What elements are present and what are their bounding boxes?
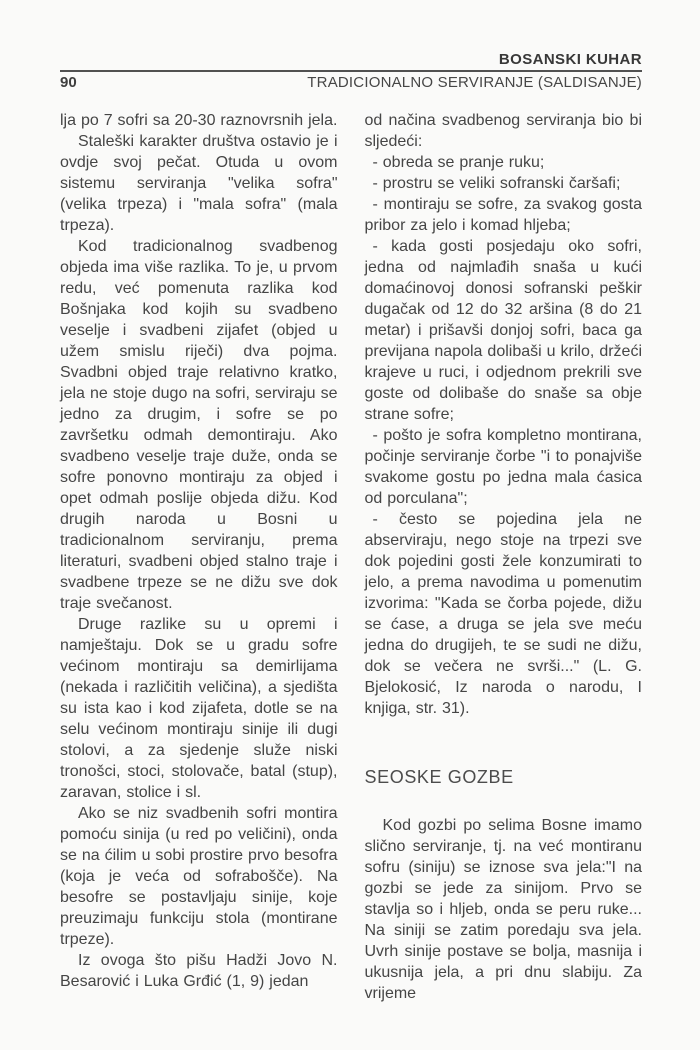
left-column [60,110,338,1004]
paragraph-continuation: od načina svadbenog serviranja bio bi sljedeći: [364,112,642,150]
section-heading: SEOSKE GOZBE [364,767,514,787]
book-title: BOSANSKI KUHAR [498,51,642,68]
paragraph: Kod gozbi po selima Bosne imamo slično serviranje, tj. na već montiranu sofru (siniju) se iznose sva jela:"I na gozbi se jede za sinijom. Prvo se stavlja so i hljeb, onda se peru ruke... Na siniji se zatim poredaju sva jela. Uvrh sinije postave se bolja, masnija i ukusnija jela, a pri dnu slabiju. Za vrijeme [364,817,642,1002]
list-item: - montiraju se sofre, za svakog gosta pribor za jelo i komad hljeba; [364,196,642,234]
paragraph: Staleški karakter društva ostavio je i ovdje svoj pečat. Otuda u ovom sistemu serviranja "velika sofra" (velika trpeza) i "mala sofra" (mala trpeza). [60,133,338,234]
list-item: - kada gosti posjedaju oko sofri, jedna od najmlađih snaša u kući domaćinovoj donosi sofranski peškir dugačak od 12 do 32 aršina (8 do 21 metar) i prišavši donjoj sofri, baca ga previjana napola dolibaši u krilo, držeći krajeve u ruci, i odjednom prekrili sve goste od dolibaše do snaše sa obje strane sofre; [364,238,642,423]
list-item: - obreda se pranje ruku; [372,154,545,171]
header-rule [60,70,642,72]
right-column [365,110,643,1004]
page-header [60,52,642,91]
list-item: - prostru se veliki sofranski čaršafi; [372,175,621,192]
paragraph: Druge razlike su u opremi i namještaju. Dok se u gradu sofre većinom montiraju sa demirlijama (nekada i različitih veličina), a sjedišta su ista kao i kod zijafeta, dotle se na selu većinom montiraju sinije ili dugi stolovi, a za sjedenje služe niski tronošci, stoci, stolovače, batal (stup), zaravan, stolice i sl. [60,616,338,801]
paragraph: Iz ovoga što pišu Hadži Jovo N. Besarović i Luka Grđić (1, 9) jedan [60,952,338,990]
paragraph-continuation: lja po 7 sofri sa 20-30 raznovrsnih jela. [60,112,338,129]
header-row [60,74,642,91]
page-number: 90 [60,74,77,91]
paragraph: Kod tradicionalnog svadbenog objeda ima više razlika. To je, u prvom redu, već pomenuta razlika kod Bošnjaka kod kojih su svadbeno veselje i svadbeni zijafet (objed u užem smislu riječi) dva pojma. Svadbni objed traje relativno kratko, jela ne stoje dugo na sofri, serviraju se jedno za drugim, i sofre se po završetku odmah demontiraju. Ako svadbeno veselje traje duže, onda se sofre ponovno montiraju za objed i opet odmah poslije objeda dižu. Kod drugih naroda u Bosni u tradicionalnom serviranju, prema literaturi, svadbeni objed stalno traje i svadbene trpeze se ne dižu sve dok traje svečanost. [60,238,338,612]
list-item: - pošto je sofra kompletno montirana, počinje serviranje čorbe "i to ponajviše svakome gostu po jedna mala ćasica od porculana"; [364,427,642,507]
paragraph: Ako se niz svadbenih sofri montira pomoću sinija (u red po veličini), onda se na ćilim u sobi prostire prvo besofra (koja je veća od sofrabošče). Na besofre se postavljaju sinije, koje preuzimaju funkciju stola (montirane trpeze). [60,805,338,948]
chapter-title: TRADICIONALNO SERVIRANJE (SALDISANJE) [307,74,642,91]
list-item: - često se pojedina jela ne abserviraju, nego stoje na trpezi sve dok pojedini gosti žele konzumirati to jelo, a prema navodima u pomenutim izvorima: "Kada se čorba pojede, dižu se ćase, a druga se jela sve meću jedna do drugijeh, te se sudi ne dižu, dok se večera ne svrši..." (L. G. Bjelokosić, Iz naroda o narodu, I knjiga, str. 31). [364,511,642,717]
two-column-text [60,110,642,1004]
